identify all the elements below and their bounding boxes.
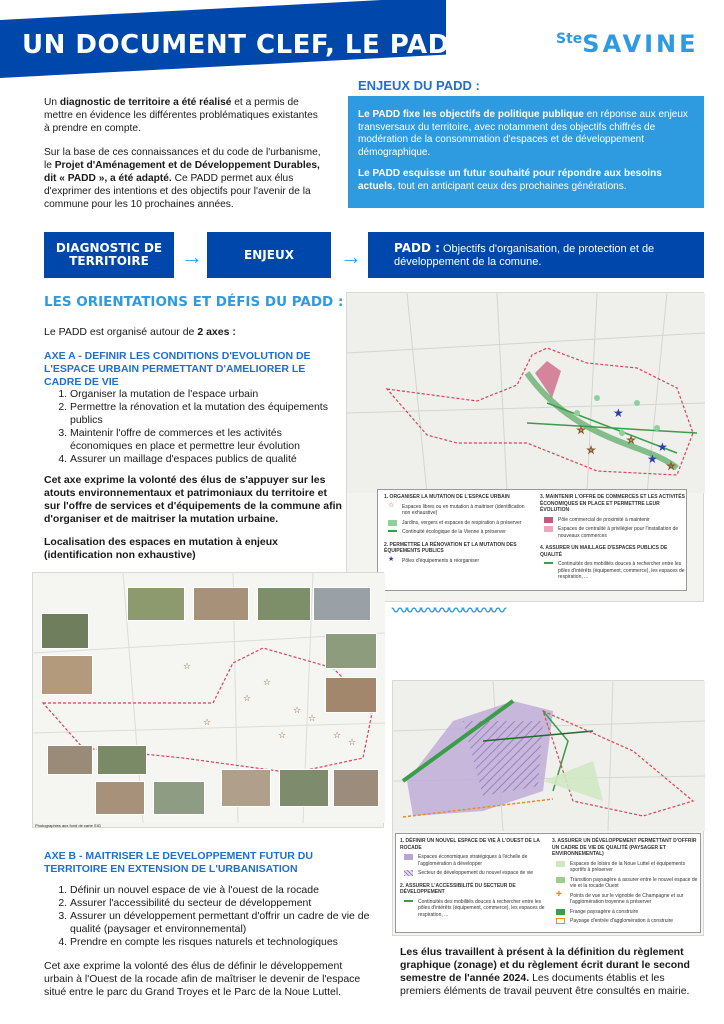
svg-text:☆: ☆ xyxy=(333,731,342,741)
svg-text:☆: ☆ xyxy=(293,706,302,716)
legend-label: Espaces de loisirs de la Noue Luttel et équipements sportifs à préserver xyxy=(570,860,686,873)
legend-axe-b xyxy=(395,833,701,933)
list-item: 3. Maintenir l'offre de commerces et les activités économiques en place et permettre leur évolution xyxy=(70,427,342,453)
map-axe-a xyxy=(346,292,704,602)
photo-thumbnail xyxy=(193,587,249,621)
orientations-intro xyxy=(44,326,236,339)
legend-item xyxy=(552,918,698,925)
legend-label: Continuité écologique de la Vienne à préserver xyxy=(402,529,506,535)
svg-text:☆: ☆ xyxy=(263,678,272,688)
list-item: 2. Permettre la rénovation et la mutation des équipements publics xyxy=(70,401,342,427)
photo-thumbnail xyxy=(153,781,205,815)
legend-label: Transition paysagère à assurer entre le nouvel espace de vie et la rocade Ouest xyxy=(570,876,698,889)
viewpoint-icon: ✚ xyxy=(556,890,562,898)
padd-description: Objectifs d'organisation, de protection et de développement de la comune. xyxy=(394,242,655,268)
svg-text:☆: ☆ xyxy=(203,718,212,728)
intro-paragraph-2 xyxy=(44,146,324,211)
list-item: 4. Assurer un maillage d'espaces publics de qualité xyxy=(70,453,342,466)
photo-thumbnail xyxy=(325,677,377,713)
photo-thumbnail xyxy=(97,745,147,775)
legend-item xyxy=(384,501,534,517)
legend-heading: 3. ASSURER UN DÉVELOPPEMENT PERMETTANT D'OFFRIR UN CADRE DE VIE DE QUALITÉ (PAYSAGER ET ENVIRONNEMENTAL) xyxy=(552,838,697,857)
legend-label: Espaces économiques stratégiques à l'échelle de l'agglomération à développer xyxy=(418,854,528,867)
enjeux-paragraph-2 xyxy=(358,168,694,193)
legend-item xyxy=(552,890,698,906)
list-item: 4. Prendre en compte les risques naturels et technologiques xyxy=(70,936,374,949)
photo-thumbnail xyxy=(95,781,145,815)
legend-label: Jardins, vergers et espaces de respiration à préserver xyxy=(402,519,522,526)
logo-text: SAVINE xyxy=(582,30,699,58)
list-item: 1. Définir un nouvel espace de vie à l'ouest de la rocade xyxy=(70,884,374,897)
arrow-swatch-icon xyxy=(404,899,413,902)
enjeux-text: , tout en anticipant ceux des prochaines générations. xyxy=(392,180,627,192)
photo-caption: Photographies aux fond de carte SIG xyxy=(35,823,101,828)
map-axe-b-drawing xyxy=(393,681,705,831)
closing-paragraph xyxy=(400,946,700,998)
axe-b-list xyxy=(56,884,374,949)
intro-text: et a permis de mettre en évidence les différentes problématiques existantes à prendre en compte. xyxy=(44,97,318,134)
photo-thumbnail xyxy=(221,769,271,807)
logo-superscript: Ste xyxy=(556,31,583,47)
enjeux-bold: Le PADD fixe les objectifs de politique publique xyxy=(358,109,584,120)
flow-arrow-1: → xyxy=(181,244,203,269)
pink-swatch-icon xyxy=(544,517,553,523)
page-title: UN DOCUMENT CLEF, LE PADD xyxy=(22,30,472,60)
svg-text:☆: ☆ xyxy=(577,425,586,435)
svg-text:☆: ☆ xyxy=(667,461,676,471)
intro-bold: Projet d'Aménagement et de Développement Durables, dit « PADD », a été adapté. xyxy=(44,160,320,184)
arrow-swatch-icon xyxy=(544,561,553,564)
intro-paragraph-1 xyxy=(44,96,324,135)
legend-label: Secteur de développement du nouvel espace de vie xyxy=(418,870,534,876)
svg-text:☆: ☆ xyxy=(278,731,287,741)
legend-item xyxy=(384,555,534,565)
legend-heading: 1. ORGANISER LA MUTATION DE L'ESPACE URBAIN xyxy=(384,494,510,500)
green-light-swatch-icon xyxy=(556,861,565,867)
legend-item xyxy=(400,870,548,877)
legend-label: Continuités des mobilités douces à rechercher entre les pôles d'intérêts (équipement, commerce), les espaces de respiration, ... xyxy=(558,561,685,580)
legend-label: Espaces de centralité à privilégier pour l'installation de nouveaux commerces xyxy=(558,526,679,539)
svg-text:★: ★ xyxy=(647,452,658,466)
svg-text:☆: ☆ xyxy=(348,738,357,748)
map-mutation-photos xyxy=(32,572,384,828)
axe-b-summary: Cet axe exprime la volonté des élus de définir le développement urbain à l'Ouest de la rocade afin de maîtriser le devenir de l'espace situé entre le parc du Grand Troyes et le Parc de la Noue Luttel. xyxy=(44,960,361,998)
photo-thumbnail xyxy=(41,655,93,695)
photo-thumbnail xyxy=(41,613,89,649)
legend-item xyxy=(400,899,548,919)
closing-bold: Les élus travaillent à présent à la définition du règlement graphique (zonage) et du règlement écrit durant le second semestre de l'année 2024. xyxy=(400,946,690,984)
list-item: 2. Assurer l'accessibilité du secteur de développement xyxy=(70,897,374,910)
enjeux-box xyxy=(348,96,704,208)
photo-thumbnail xyxy=(47,745,93,775)
photo-thumbnail xyxy=(313,587,371,621)
intro-bold: diagnostic de territoire a été réalisé xyxy=(59,97,232,108)
star-outline-icon: ☆ xyxy=(388,501,395,509)
legend-label: Continuités des mobilités douces à rechercher entre les pôles d'intérêts (équipement, commerce), les espaces de respiration, ... xyxy=(418,898,545,918)
legend-heading: 3. MAINTENIR L'OFFRE DE COMMERCES ET LES ACTIVITÉS ÉCONOMIQUES EN PLACE ET PERMETTRE LEUR ÉVOLUTION xyxy=(540,494,685,513)
legend-item xyxy=(384,520,534,527)
list-item: 1. Organiser la mutation de l'espace urbain xyxy=(70,388,342,401)
wave-decoration: 〰〰〰〰〰〰〰〰 xyxy=(392,603,505,620)
intro-text: Sur la base de ces connaissances et du code de l'urbanisme, le xyxy=(44,147,321,171)
map-axe-a-drawing xyxy=(347,293,705,493)
axe-a-title: AXE A - DEFINIR LES CONDITIONS D'EVOLUTION DE L'ESPACE URBAIN PERMETTANT D'AMELIORER LE CADRE DE VIE xyxy=(44,350,311,388)
legend-label: Points de vue sur le vignoble de Champagne et sur l'agglomération troyenne à préserver xyxy=(570,892,684,905)
legend-item xyxy=(540,561,690,581)
list-item: 3. Assurer un développement permettant d'offrir un cadre de vie de qualité (paysager et environnemental) xyxy=(70,910,374,936)
pink-light-swatch-icon xyxy=(544,526,553,532)
axe-b-title: AXE B - MAITRISER LE DEVELOPPEMENT FUTUR DU TERRITOIRE EN EXTENSION DE L'URBANISATION xyxy=(44,850,313,875)
photo-thumbnail xyxy=(257,587,311,621)
logo xyxy=(556,30,699,58)
legend-heading: 1. DÉFINIR UN NOUVEL ESPACE DE VIE À L'OUEST DE LA ROCADE xyxy=(400,838,540,851)
legend-item xyxy=(540,526,690,539)
axe-a-list xyxy=(56,388,342,466)
intro-text: Ce PADD permet aux élus d'exprimer des intentions et des objectifs pour l'avenir de la commune pour les 10 prochaines années. xyxy=(44,173,311,210)
orientations-intro-bold: 2 axes : xyxy=(197,326,236,338)
orange-outline-swatch-icon xyxy=(556,918,565,924)
legend-item xyxy=(384,529,534,536)
photo-thumbnail xyxy=(279,769,329,807)
legend-item xyxy=(552,909,698,916)
legend-label: Pôles d'équipements à réorganiser xyxy=(402,557,480,564)
purple-swatch-icon xyxy=(404,854,413,860)
map-axe-b xyxy=(392,680,704,936)
svg-text:☆: ☆ xyxy=(243,694,252,704)
legend-item xyxy=(552,877,698,890)
enjeux-paragraph-1 xyxy=(358,109,694,159)
green-swatch-icon xyxy=(388,520,397,526)
legend-item xyxy=(540,517,690,524)
legend-label: Paysage d'entrée d'agglomération à construire xyxy=(570,918,674,924)
photo-thumbnail xyxy=(325,633,377,669)
svg-text:☆: ☆ xyxy=(183,662,192,672)
flow-step-diagnostic: DIAGNOSTIC DE TERRITOIRE xyxy=(44,232,174,278)
svg-text:★: ★ xyxy=(613,406,624,420)
enjeux-text: en réponse aux enjeux transversaux du territoire, avec notamment des objectifs chiffrés de modération de la consommation d'espaces et de développement démographique. xyxy=(358,109,688,158)
legend-axe-a xyxy=(377,489,687,591)
legend-heading: 2. ASSURER L'ACCESSIBILITÉ DU SECTEUR DE DÉVELOPPEMENT xyxy=(400,882,516,895)
flow-step-padd xyxy=(368,232,704,278)
line-swatch-icon xyxy=(388,529,397,532)
svg-text:☆: ☆ xyxy=(587,445,596,455)
padd-label: PADD : xyxy=(394,240,440,255)
hatch-swatch-icon xyxy=(404,870,413,876)
legend-heading: 4. ASSURER UN MAILLAGE D'ESPACES PUBLICS DE QUALITÉ xyxy=(540,545,668,558)
svg-text:☆: ☆ xyxy=(627,435,636,445)
orientations-intro-text: Le PADD est organisé autour de xyxy=(44,326,198,338)
legend-label: Frange paysagère à construire xyxy=(570,908,639,915)
axe-a-summary: Cet axe exprime la volonté des élus de s'appuyer sur les atouts environnementaux et patrimoniaux du territoire et sur l'offre de services et d'équipements de la commune afin d'organiser et de maitriser la mutation urbaine. xyxy=(44,474,342,525)
enjeux-bold: Le PADD esquisse un futur souhaité pour répondre aux besoins actuels xyxy=(358,168,662,192)
legend-item xyxy=(552,861,698,874)
flow-step-enjeux: ENJEUX xyxy=(207,232,331,278)
orientations-title: LES ORIENTATIONS ET DÉFIS DU PADD : xyxy=(44,294,344,310)
svg-text:☆: ☆ xyxy=(308,714,317,724)
enjeux-title: ENJEUX DU PADD : xyxy=(358,78,480,93)
legend-item xyxy=(400,854,548,867)
green-swatch-icon xyxy=(556,877,565,883)
legend-label: Pôle commercial de proximité à maintenir xyxy=(558,516,650,523)
intro-text: Un xyxy=(44,97,60,108)
photo-thumbnail xyxy=(333,769,379,807)
photo-thumbnail xyxy=(127,587,185,621)
axe-a-localisation: Localisation des espaces en mutation à enjeux (identification non exhaustive) xyxy=(44,536,278,561)
legend-heading: 2. PERMETTRE LA RÉNOVATION ET LA MUTATION DES ÉQUIPEMENTS PUBLICS xyxy=(384,541,517,554)
closing-text: Les documents établis et les premiers éléments de travail peuvent être consultés en mairie. xyxy=(400,972,690,997)
svg-text:★: ★ xyxy=(657,440,668,454)
dark-green-swatch-icon xyxy=(556,909,565,915)
legend-label: Espaces libres ou en mutation à maitriser (identification non exhaustive) xyxy=(402,503,525,516)
flow-arrow-2: → xyxy=(340,244,362,269)
star-icon: ★ xyxy=(388,555,395,563)
